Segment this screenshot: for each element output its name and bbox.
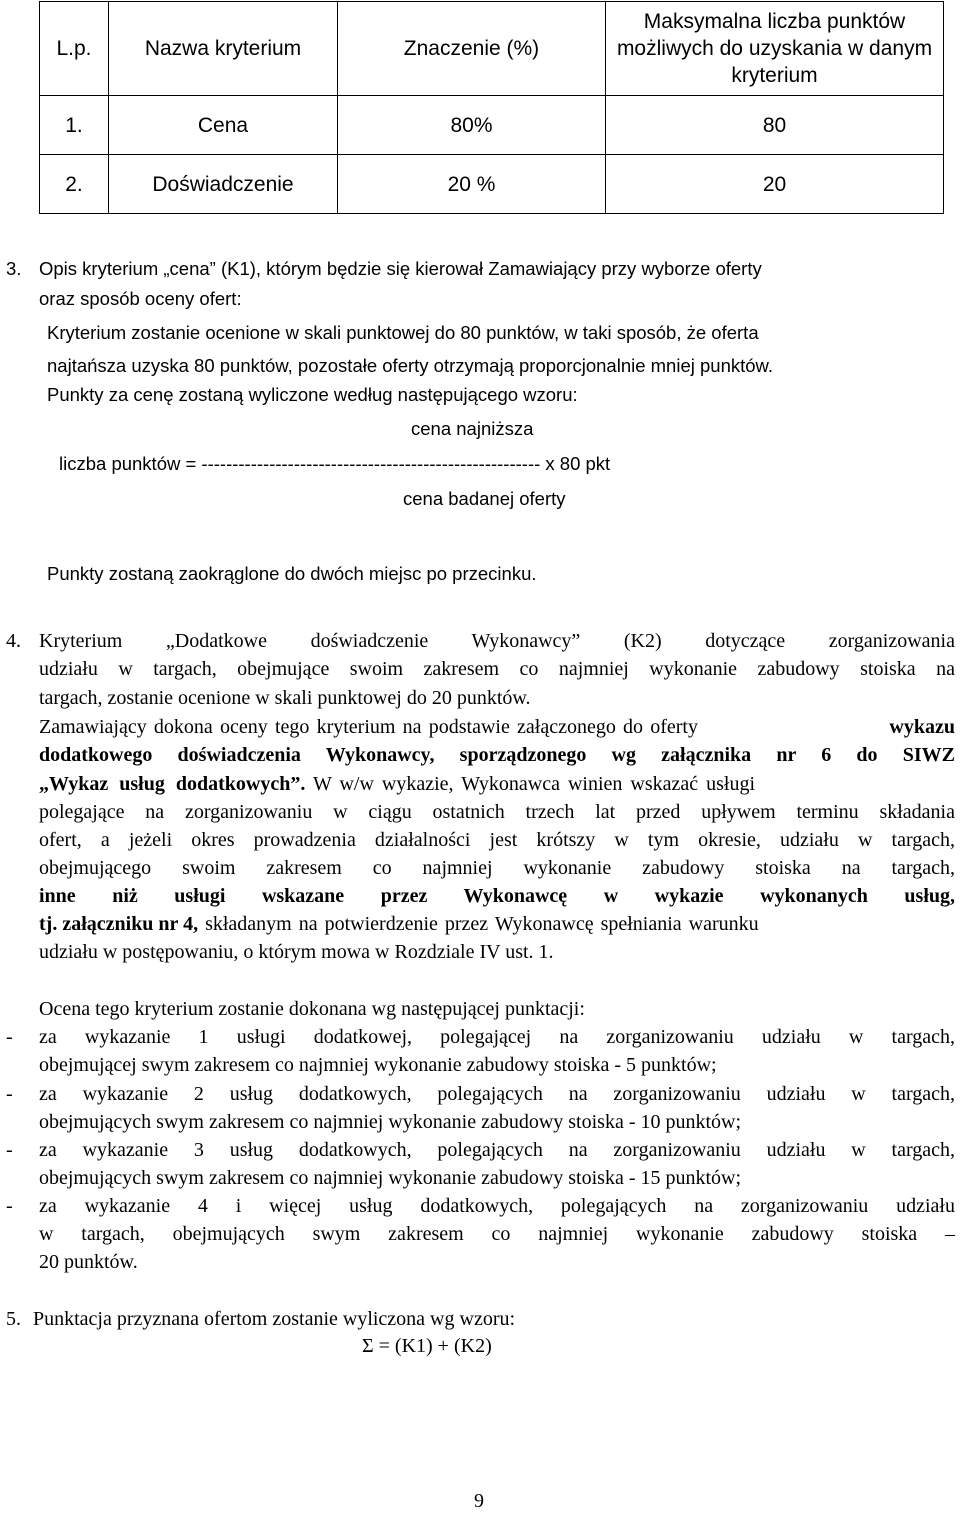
header-criterion-name: Nazwa kryterium <box>109 2 338 96</box>
bullet-line: 20 punktów. <box>39 1251 138 1273</box>
header-weight: Znaczenie (%) <box>338 2 606 96</box>
section-4-bold-text: wykazu <box>889 716 955 738</box>
section-4-line <box>39 773 955 796</box>
formula-numerator: cena najniższa <box>411 418 534 439</box>
cell-weight: 20 % <box>338 155 606 214</box>
section-4-text: W w/w wykazie, Wykonawca winien wskazać usługi <box>305 773 756 795</box>
bullet-line: za wykazanie 4 i więcej usług dodatkowych, polegających na zorganizowaniu udziału <box>39 1195 955 1217</box>
section-4-line: polegające na zorganizowaniu w ciągu ostatnich trzech lat przed upływem terminu składania <box>39 801 955 823</box>
section-3-line2: oraz sposób oceny ofert: <box>39 288 242 309</box>
bullet-dash: - <box>6 1139 13 1161</box>
section-4-text: składanym na potwierdzenie przez Wykonawcę spełniania warunku <box>198 913 759 935</box>
bullet-line: obejmujących swym zakresem co najmniej wykonanie zabudowy stoiska - 10 punktów; <box>39 1111 742 1133</box>
section-4-number: 4. <box>6 630 21 652</box>
section-3-line1: Opis kryterium „cena” (K1), którym będzie się kierował Zamawiający przy wyborze oferty <box>39 258 762 279</box>
section-4-line: obejmującego swoim zakresem co najmniej wykonanie zabudowy stoiska na targach, <box>39 857 955 879</box>
table-row <box>40 155 944 214</box>
bullet-dash: - <box>6 1195 13 1217</box>
formula-main: liczba punktów = ------------------------------------------------------- x 80 pkt <box>59 453 611 474</box>
bullet-line: obejmującej swym zakresem co najmniej wykonanie zabudowy stoiska - 5 punktów; <box>39 1054 717 1076</box>
cell-lp: 2. <box>40 155 109 214</box>
cell-points: 80 <box>606 96 944 155</box>
section-4-line: targach, zostanie ocenione w skali punktowej do 20 punktów. <box>39 687 531 709</box>
section-4-line: Kryterium „Dodatkowe doświadczenie Wykonawcy” (K2) dotyczące zorganizowania <box>39 630 955 652</box>
cell-points: 20 <box>606 155 944 214</box>
bullet-line: za wykazanie 2 usług dodatkowych, polegających na zorganizowaniu udziału w targach, <box>39 1083 955 1105</box>
cell-weight: 80% <box>338 96 606 155</box>
bullet-dash: - <box>6 1083 13 1105</box>
bullet-line: za wykazanie 3 usług dodatkowych, polegających na zorganizowaniu udziału w targach, <box>39 1139 955 1161</box>
section-4-text: Zamawiający dokona oceny tego kryterium na podstawie załączonego do oferty <box>39 716 706 738</box>
rounding-note: Punkty zostaną zaokrąglone do dwóch miejsc po przecinku. <box>47 563 537 584</box>
section-4-line: udziału w targach, obejmujące swoim zakresem co najmniej wykonanie zabudowy stoiska na <box>39 658 955 680</box>
bullet-line: obejmujących swym zakresem co najmniej wykonanie zabudowy stoiska - 15 punktów; <box>39 1167 742 1189</box>
formula-denominator: cena badanej oferty <box>403 488 566 509</box>
table-row <box>40 96 944 155</box>
section-4-line: ofert, a jeżeli okres prowadzenia działalności jest krótszy w tym okresie, udziału w targach, <box>39 829 955 851</box>
section-4-bold-text: tj. załączniku nr 4, <box>39 913 199 935</box>
header-max-points: Maksymalna liczba punktów możliwych do uzyskania w danym kryterium <box>606 2 944 96</box>
table-header-row <box>40 2 944 96</box>
section-3-number: 3. <box>6 258 22 279</box>
section-5-number: 5. <box>6 1308 21 1330</box>
bullet-line: w targach, obejmujących swym zakresem co najmniej wykonanie zabudowy stoiska – <box>39 1223 955 1245</box>
section-4-bold-text: „Wykaz usług dodatkowych”. <box>39 773 306 795</box>
section-3-paragraph-3: Punkty za cenę zostaną wyliczone według następującego wzoru: <box>47 384 578 405</box>
section-3-paragraph-1: Kryterium zostanie ocenione w skali punktowej do 80 punktów, w taki sposób, że oferta <box>47 322 759 343</box>
cell-name: Cena <box>109 96 338 155</box>
page-number: 9 <box>474 1490 484 1512</box>
bullet-line: za wykazanie 1 usługi dodatkowej, polegającej na zorganizowaniu udziału w targach, <box>39 1026 955 1048</box>
section-4-line: dodatkowego doświadczenia Wykonawcy, sporządzonego wg załącznika nr 6 do SIWZ <box>39 744 955 766</box>
section-4-line: inne niż usługi wskazane przez Wykonawcę w wykazie wykonanych usług, <box>39 885 955 907</box>
total-formula: Σ = (K1) + (K2) <box>362 1335 492 1357</box>
section-4-line <box>39 913 955 936</box>
bullet-dash: - <box>6 1026 13 1048</box>
cell-lp: 1. <box>40 96 109 155</box>
scoring-intro: Ocena tego kryterium zostanie dokonana wg następującej punktacji: <box>39 998 585 1020</box>
section-4-line: udziału w postępowaniu, o którym mowa w Rozdziale IV ust. 1. <box>39 941 554 963</box>
section-4-line <box>39 716 955 739</box>
section-5-text: Punktacja przyznana ofertom zostanie wyliczona wg wzoru: <box>33 1308 516 1330</box>
section-3-paragraph-2: najtańsza uzyska 80 punktów, pozostałe oferty otrzymają proporcjonalnie mniej punktów. <box>47 355 774 376</box>
criteria-table <box>39 1 944 214</box>
header-lp: L.p. <box>40 2 109 96</box>
cell-name: Doświadczenie <box>109 155 338 214</box>
